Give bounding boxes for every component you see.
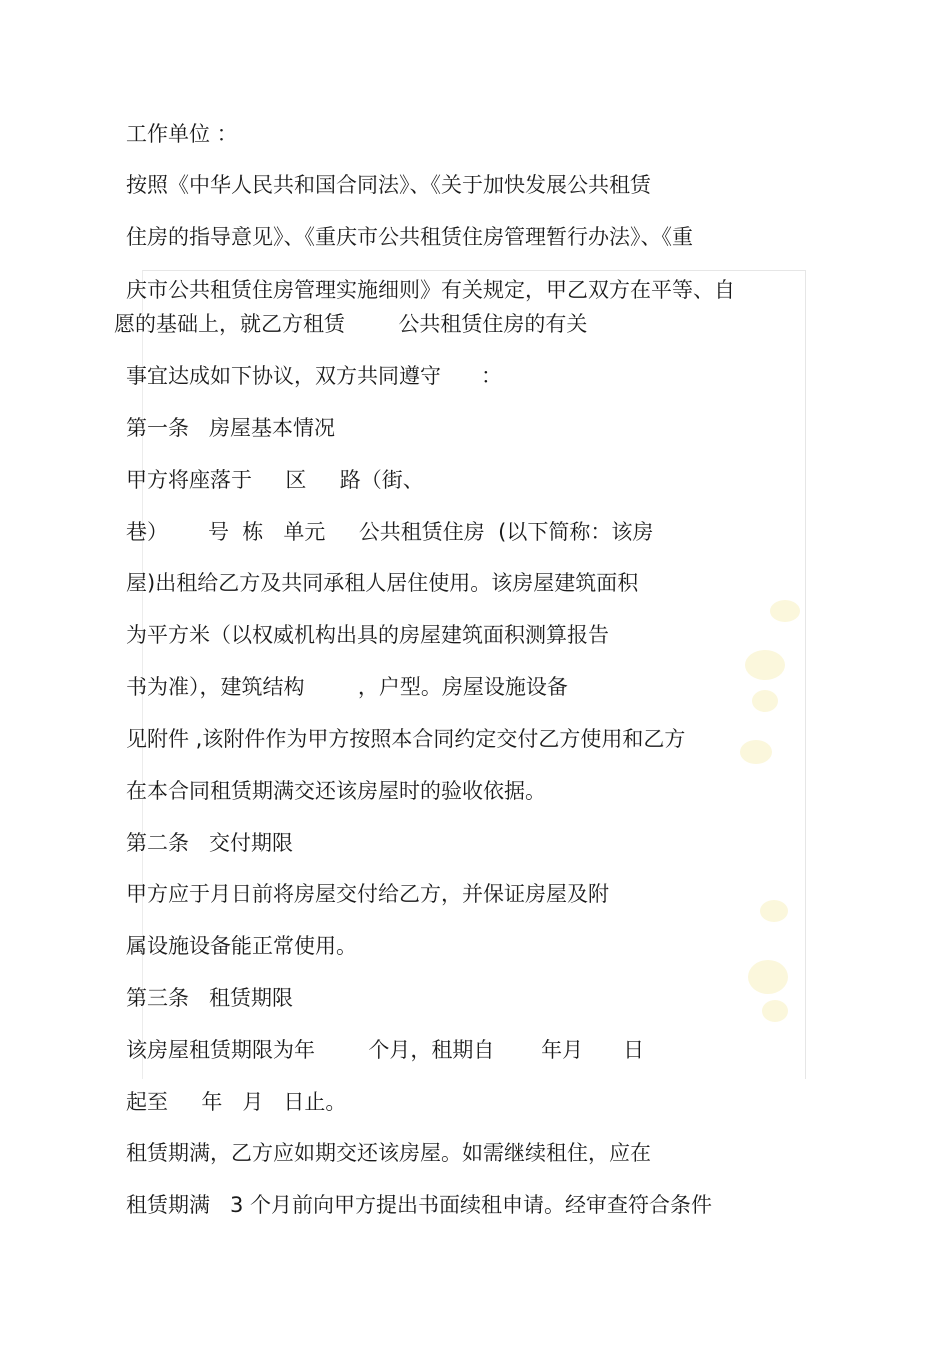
text-line: 起至 年 月 日止。 bbox=[126, 1090, 347, 1114]
text-line: 巷） 号 栋 单元 公共租赁住房 (以下简称：该房 bbox=[126, 520, 654, 544]
text-line: 属设施设备能正常使用。 bbox=[126, 934, 357, 958]
background-speck bbox=[740, 740, 772, 764]
text-line: 在本合同租赁期满交还该房屋时的验收依据。 bbox=[126, 779, 546, 803]
background-speck bbox=[745, 650, 785, 680]
background-speck bbox=[762, 1000, 788, 1022]
background-speck bbox=[752, 690, 778, 712]
text-line: 住房的指导意见》、《重庆市公共租赁住房管理暂行办法》、《重 bbox=[126, 225, 693, 249]
text-line: 庆市公共租赁住房管理实施细则》有关规定，甲乙双方在平等、自 bbox=[126, 278, 735, 302]
text-line: 工作单位 ： bbox=[126, 122, 238, 146]
section-heading: 第二条 交付期限 bbox=[126, 831, 294, 855]
section-heading: 第三条 租赁期限 bbox=[126, 986, 294, 1010]
text-line: 事宜达成如下协议，双方共同遵守 ： bbox=[126, 364, 503, 388]
text-line: 该房屋租赁期限为年 个月，租期自 年月 日 bbox=[126, 1038, 645, 1062]
background-speck bbox=[760, 900, 788, 922]
text-line: 租赁期满 3 个月前向甲方提出书面续租申请。经审查符合条件 bbox=[126, 1193, 713, 1217]
background-speck bbox=[770, 600, 800, 622]
text-line: 租赁期满，乙方应如期交还该房屋。如需继续租住，应在 bbox=[126, 1141, 651, 1165]
text-line: 按照《中华人民共和国合同法》、《关于加快发展公共租赁 bbox=[126, 173, 651, 197]
text-line: 书为准），建筑结构 ，户型。房屋设施设备 bbox=[126, 675, 568, 699]
background-speck bbox=[748, 960, 788, 994]
section-heading: 第一条 房屋基本情况 bbox=[126, 416, 336, 440]
text-line: 为平方米（以权威机构出具的房屋建筑面积测算报告 bbox=[126, 623, 609, 647]
text-line: 见附件 ,该附件作为甲方按照本合同约定交付乙方使用和乙方 bbox=[126, 727, 686, 751]
text-line: 甲方将座落于 区 路（街、 bbox=[126, 468, 424, 492]
text-line: 愿的基础上，就乙方租赁 公共租赁住房的有关 bbox=[114, 312, 588, 336]
text-line: 屋)出租给乙方及共同承租人居住使用。该房屋建筑面积 bbox=[126, 571, 639, 595]
text-line: 甲方应于月日前将房屋交付给乙方，并保证房屋及附 bbox=[126, 882, 609, 906]
